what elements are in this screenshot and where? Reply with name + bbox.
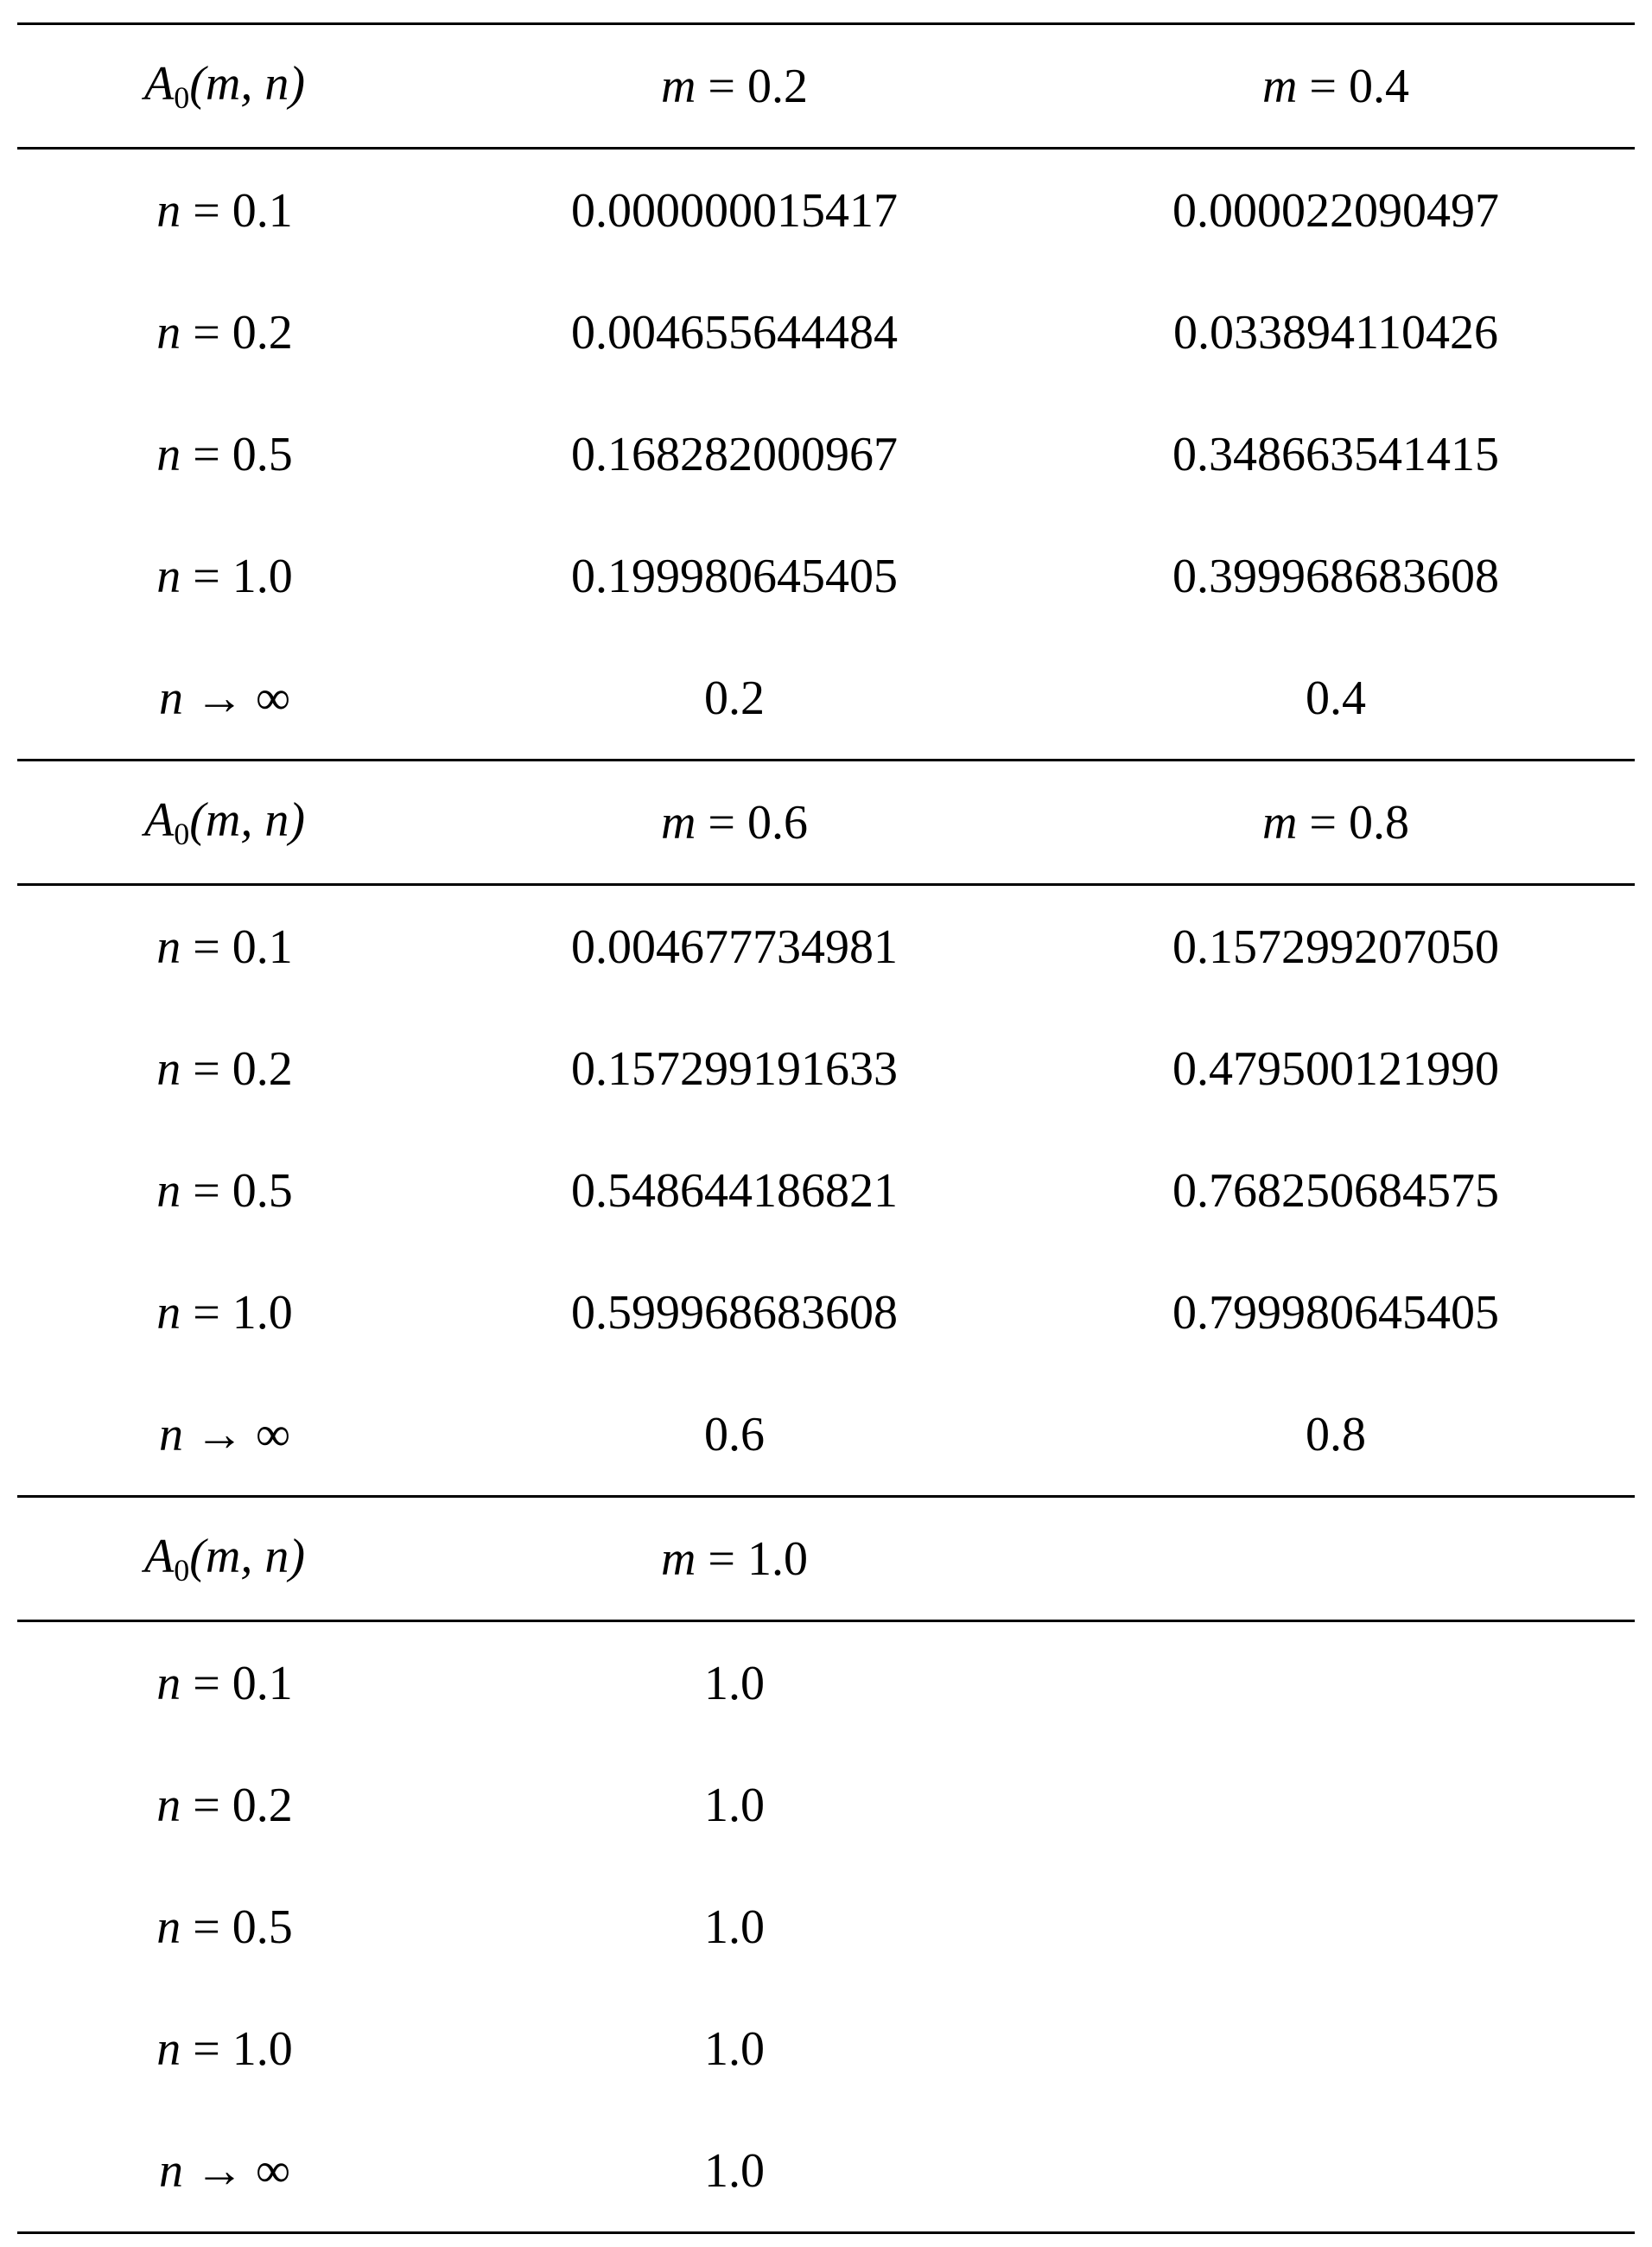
table-cell: 0.548644186821 bbox=[571, 1163, 898, 1218]
row-label: n → ∞ bbox=[159, 2143, 290, 2198]
table-cell: 0.4 bbox=[1306, 671, 1366, 725]
row-label: n → ∞ bbox=[159, 671, 290, 725]
table-cell: 0.399968683608 bbox=[1172, 549, 1499, 603]
table-cell: 1.0 bbox=[704, 2021, 765, 2076]
table-cell: 1.0 bbox=[704, 1778, 765, 1832]
table-cell: 0.348663541415 bbox=[1172, 427, 1499, 481]
row-label: n = 1.0 bbox=[156, 1285, 293, 1340]
table-header-row bbox=[17, 25, 1635, 147]
table-row bbox=[17, 271, 1635, 393]
table-cell: 0.8 bbox=[1306, 1407, 1366, 1461]
column-header: m = 0.4 bbox=[1261, 59, 1410, 113]
row-label: n = 0.2 bbox=[156, 305, 293, 360]
table-cell: 1.0 bbox=[704, 1900, 765, 1954]
table-cell: 0.000022090497 bbox=[1172, 183, 1499, 238]
row-label: n = 0.5 bbox=[156, 1163, 293, 1218]
table-cell: 1.0 bbox=[704, 1656, 765, 1710]
table-cell: 0.157299191633 bbox=[571, 1041, 898, 1096]
table-bottom-rule bbox=[17, 2231, 1635, 2234]
table-cell: 0.004655644484 bbox=[571, 305, 898, 360]
row-label: n = 1.0 bbox=[156, 2021, 293, 2076]
table-cell: 0.479500121990 bbox=[1172, 1041, 1499, 1096]
row-header-label: $A_0(m$, n) bbox=[144, 1530, 305, 1588]
row-label: n = 0.1 bbox=[156, 1656, 293, 1710]
table-row bbox=[17, 150, 1635, 271]
table-row bbox=[17, 515, 1635, 637]
table-cell: 0.6 bbox=[704, 1407, 765, 1461]
row-label: n = 0.1 bbox=[156, 183, 293, 238]
table-row bbox=[17, 393, 1635, 515]
table-cell: 0.799980645405 bbox=[1172, 1285, 1499, 1340]
row-label: n = 0.5 bbox=[156, 427, 293, 481]
row-header-label: $A_0(m$, n) bbox=[144, 57, 305, 115]
row-label: n = 0.2 bbox=[156, 1778, 293, 1832]
table-cell: 0.004677734981 bbox=[571, 920, 898, 974]
table-row bbox=[17, 1130, 1635, 1251]
column-header: m = 0.8 bbox=[1261, 795, 1410, 850]
table-header-row bbox=[17, 1498, 1635, 1620]
column-header: m = 0.2 bbox=[660, 59, 809, 113]
table-cell: 0.168282000967 bbox=[571, 427, 898, 481]
column-header: m = 1.0 bbox=[660, 1531, 809, 1586]
table-cell: 0.157299207050 bbox=[1172, 920, 1499, 974]
row-label: n = 0.2 bbox=[156, 1041, 293, 1096]
table-row bbox=[17, 1866, 1635, 1988]
table-cell: 0.033894110426 bbox=[1173, 305, 1498, 360]
table-row bbox=[17, 1251, 1635, 1373]
results-table bbox=[17, 22, 1635, 2234]
table-row bbox=[17, 1622, 1635, 1744]
table-cell: 0.599968683608 bbox=[571, 1285, 898, 1340]
row-label: n = 0.5 bbox=[156, 1900, 293, 1954]
row-label: n = 1.0 bbox=[156, 549, 293, 603]
column-header: m = 0.6 bbox=[660, 795, 809, 850]
row-label: n → ∞ bbox=[159, 1407, 290, 1461]
row-header-label: $A_0(m$, n) bbox=[144, 793, 305, 851]
table-cell: 0.2 bbox=[704, 671, 765, 725]
table-row bbox=[17, 2110, 1635, 2231]
table-cell: 0.000000015417 bbox=[571, 183, 898, 238]
table-row bbox=[17, 1988, 1635, 2110]
table-row bbox=[17, 1008, 1635, 1130]
table-cell: 0.199980645405 bbox=[571, 549, 898, 603]
row-label: n = 0.1 bbox=[156, 920, 293, 974]
table-cell: 1.0 bbox=[704, 2143, 765, 2198]
table-row bbox=[17, 1373, 1635, 1495]
table-row bbox=[17, 1744, 1635, 1866]
table-cell: 0.768250684575 bbox=[1172, 1163, 1499, 1218]
table-row bbox=[17, 886, 1635, 1008]
table-row bbox=[17, 637, 1635, 759]
table-header-row bbox=[17, 761, 1635, 883]
